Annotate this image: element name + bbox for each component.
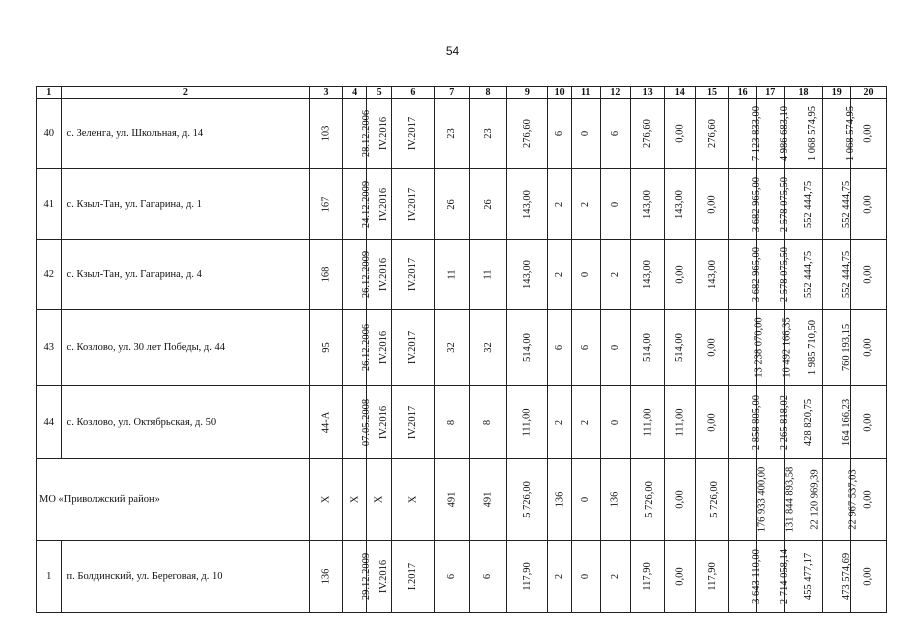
- header-cell: 2: [61, 87, 310, 99]
- value-cell: [823, 386, 851, 459]
- cell-value: 6: [446, 573, 458, 580]
- header-cell: 4: [342, 87, 367, 99]
- header-cell: 8: [469, 87, 507, 99]
- header-cell: 10: [548, 87, 572, 99]
- cell-value: 0: [580, 573, 592, 580]
- cell-value: 0: [580, 496, 592, 503]
- value-cell: [571, 99, 600, 169]
- value-cell: [310, 240, 343, 310]
- row-number: 43: [37, 310, 62, 386]
- value-cell: [729, 541, 763, 613]
- value-cell: [695, 541, 729, 613]
- header-cell: 9: [507, 87, 548, 99]
- cell-value: 23: [482, 128, 494, 139]
- cell-value: 22 120 969,39: [809, 469, 821, 530]
- cell-value: 168: [320, 266, 332, 283]
- value-cell: [729, 99, 763, 169]
- value-cell: [571, 310, 600, 386]
- header-cell: 17: [756, 87, 784, 99]
- cell-value: 5 726,00: [644, 481, 656, 518]
- value-cell: [342, 310, 372, 386]
- header-cell: 3: [310, 87, 343, 99]
- value-cell: [507, 459, 548, 541]
- table-row: [37, 169, 887, 240]
- header-cell: 5: [367, 87, 392, 99]
- cell-value: 167: [320, 196, 332, 212]
- cell-value: Х: [407, 495, 419, 504]
- cell-value: 0,00: [863, 412, 875, 432]
- value-cell: [469, 541, 507, 613]
- cell-value: 136: [320, 568, 332, 585]
- cell-value: 26: [482, 198, 494, 210]
- cell-value: 2: [554, 419, 566, 425]
- cell-value: 0,00: [863, 338, 875, 357]
- cell-value: 552 444,75: [841, 250, 853, 299]
- value-cell: [631, 310, 665, 386]
- cell-value: 10 492 166,35: [781, 317, 793, 378]
- value-cell: [823, 169, 851, 240]
- value-cell: [434, 541, 469, 613]
- cell-value: IV.2016: [378, 559, 390, 594]
- header-cell: 1: [37, 87, 62, 99]
- cell-value: 29.12.2009: [360, 552, 372, 601]
- cell-value: 455 477,17: [802, 552, 814, 601]
- cell-value: 3 682 965,00: [751, 176, 763, 232]
- cell-value: 760 193,15: [841, 323, 853, 372]
- cell-value: 473 574,69: [841, 552, 853, 601]
- cell-value: 22 967 537,03: [848, 469, 860, 530]
- value-cell: [851, 310, 887, 386]
- value-cell: [391, 459, 434, 541]
- cell-value: 136: [554, 491, 566, 508]
- value-cell: [507, 240, 548, 310]
- value-cell: [664, 541, 695, 613]
- cell-value: 8: [446, 419, 458, 425]
- value-cell: [600, 386, 631, 459]
- value-cell: [664, 310, 695, 386]
- cell-value: 0: [580, 130, 592, 137]
- value-cell: [548, 459, 572, 541]
- cell-value: 0,00: [863, 265, 875, 284]
- value-cell: [367, 459, 392, 541]
- value-cell: [729, 459, 768, 541]
- value-cell: [342, 99, 372, 169]
- cell-value: 5 726,00: [521, 481, 533, 518]
- value-cell: [507, 541, 548, 613]
- cell-value: 2: [580, 419, 592, 425]
- value-cell: [548, 386, 572, 459]
- cell-value: 07.05.2008: [360, 398, 372, 446]
- table-row: [37, 386, 887, 459]
- value-cell: [631, 99, 665, 169]
- cell-value: 0: [609, 201, 621, 207]
- cell-value: 552 444,75: [841, 180, 853, 228]
- cell-value: 1 985 710,50: [806, 319, 818, 376]
- cell-value: 0,00: [706, 412, 718, 432]
- cell-value: 11: [482, 269, 494, 280]
- cell-value: 2: [554, 271, 566, 278]
- cell-value: 5 726,00: [708, 481, 720, 518]
- value-cell: [507, 169, 548, 240]
- cell-value: 0: [609, 419, 621, 425]
- value-cell: [310, 99, 343, 169]
- value-cell: [695, 169, 729, 240]
- row-number: 42: [37, 240, 62, 310]
- cell-value: 0,00: [674, 124, 686, 143]
- row-number: 41: [37, 169, 62, 240]
- value-cell: [851, 169, 887, 240]
- value-cell: [631, 169, 665, 240]
- cell-value: 2: [554, 201, 566, 207]
- header-cell: 7: [434, 87, 469, 99]
- row-number: 44: [37, 386, 62, 459]
- cell-value: 26.12.2009: [360, 250, 372, 299]
- row-number: 40: [37, 99, 62, 169]
- cell-value: 6: [580, 344, 592, 351]
- cell-value: IV.2017: [407, 405, 419, 439]
- value-cell: [600, 541, 631, 613]
- value-cell: [823, 310, 851, 386]
- header-cell: 13: [631, 87, 665, 99]
- value-cell: [695, 310, 729, 386]
- summary-row: [37, 459, 887, 541]
- cell-value: 428 820,75: [802, 398, 814, 446]
- cell-value: 117,90: [642, 562, 654, 591]
- value-cell: [600, 459, 631, 541]
- cell-value: 111,00: [674, 407, 686, 437]
- cell-value: IV.2016: [378, 187, 390, 221]
- value-cell: [729, 169, 763, 240]
- cell-value: IV.2016: [378, 405, 390, 439]
- cell-value: 0,00: [706, 194, 718, 214]
- table-row: [37, 541, 887, 613]
- cell-value: 3 682 965,00: [751, 246, 763, 303]
- value-cell: [823, 459, 860, 541]
- cell-value: 552 444,75: [802, 250, 814, 299]
- cell-value: 176 933 400,00: [756, 466, 768, 533]
- cell-value: 514,00: [642, 333, 654, 362]
- value-cell: [664, 386, 695, 459]
- district-name: МО «Приволжский район»: [37, 459, 310, 541]
- address-cell: с. Зеленга, ул. Школьная, д. 14: [61, 99, 310, 169]
- value-cell: [600, 310, 631, 386]
- cell-value: 111,00: [521, 407, 533, 437]
- cell-value: 11: [446, 269, 458, 280]
- value-cell: [729, 310, 766, 386]
- value-cell: [469, 386, 507, 459]
- value-cell: [664, 240, 695, 310]
- cell-value: 164 166,23: [841, 398, 853, 446]
- cell-value: 4 986 683,10: [779, 105, 791, 162]
- header-cell: 20: [851, 87, 887, 99]
- cell-value: 7 123 833,00: [751, 105, 763, 162]
- cell-value: 2 714 058,14: [779, 548, 791, 605]
- value-cell: [631, 459, 665, 541]
- value-cell: [391, 310, 434, 386]
- cell-value: 117,90: [521, 562, 533, 591]
- header-cell: 14: [664, 87, 695, 99]
- value-cell: [342, 169, 372, 240]
- value-cell: [548, 240, 572, 310]
- cell-value: 143,00: [642, 189, 654, 219]
- value-cell: [851, 541, 887, 613]
- value-cell: [571, 169, 600, 240]
- value-cell: [664, 459, 695, 541]
- cell-value: 103: [320, 125, 332, 142]
- value-cell: [507, 310, 548, 386]
- value-cell: [469, 99, 507, 169]
- row-number: 1: [37, 541, 62, 613]
- cell-value: 32: [446, 342, 458, 353]
- cell-value: 0,00: [674, 265, 686, 284]
- value-cell: [310, 386, 343, 459]
- cell-value: 552 444,75: [802, 180, 814, 228]
- cell-value: IV.2017: [407, 116, 419, 151]
- cell-value: 32: [482, 342, 494, 353]
- value-cell: [548, 99, 572, 169]
- value-cell: [342, 459, 367, 541]
- cell-value: 514,00: [674, 333, 686, 362]
- value-cell: [342, 541, 372, 613]
- cell-value: IV.2016: [378, 330, 390, 365]
- value-cell: [823, 240, 851, 310]
- cell-value: 0,00: [674, 567, 686, 586]
- cell-value: 143,00: [674, 189, 686, 219]
- cell-value: 2: [609, 271, 621, 278]
- cell-value: 6: [482, 573, 494, 580]
- cell-value: 0,00: [863, 194, 875, 214]
- value-cell: [310, 310, 343, 386]
- cell-value: 143,00: [706, 260, 718, 289]
- header-cell: 11: [571, 87, 600, 99]
- cell-value: 491: [482, 491, 494, 508]
- cell-value: 2 265 818,02: [779, 394, 791, 450]
- cell-value: IV.2016: [378, 257, 390, 292]
- header-cell: 15: [695, 87, 729, 99]
- cell-value: 0,00: [863, 124, 875, 143]
- address-cell: п. Болдинский, ул. Береговая, д. 10: [61, 541, 310, 613]
- cell-value: 2: [609, 573, 621, 580]
- value-cell: [391, 169, 434, 240]
- cell-value: 0: [609, 344, 621, 351]
- cell-value: IV.2016: [378, 116, 390, 151]
- value-cell: [469, 310, 507, 386]
- value-cell: [571, 386, 600, 459]
- cell-value: IV.2017: [407, 187, 419, 221]
- cell-value: Х: [373, 495, 385, 504]
- header-row: [37, 87, 887, 99]
- cell-value: 6: [609, 130, 621, 137]
- cell-value: 8: [482, 419, 494, 425]
- table-row: [37, 240, 887, 310]
- cell-value: 23: [446, 128, 458, 139]
- value-cell: [851, 386, 887, 459]
- value-cell: [310, 541, 343, 613]
- header-cell: 18: [784, 87, 823, 99]
- value-cell: [664, 169, 695, 240]
- value-cell: [631, 541, 665, 613]
- value-cell: [391, 99, 434, 169]
- cell-value: 276,60: [521, 119, 533, 148]
- cell-value: 143,00: [521, 189, 533, 219]
- cell-value: 6: [554, 344, 566, 351]
- cell-value: Х: [349, 495, 361, 504]
- value-cell: [631, 240, 665, 310]
- value-cell: [695, 99, 729, 169]
- value-cell: [548, 169, 572, 240]
- value-cell: [310, 459, 343, 541]
- cell-value: 143,00: [521, 260, 533, 289]
- cell-value: 3 643 110,00: [751, 549, 763, 604]
- value-cell: [391, 541, 434, 613]
- cell-value: 0,00: [674, 490, 686, 509]
- value-cell: [571, 240, 600, 310]
- cell-value: 95: [320, 342, 332, 353]
- value-cell: [695, 386, 729, 459]
- cell-value: IV.2017: [407, 330, 419, 365]
- header-cell: 19: [823, 87, 851, 99]
- value-cell: [664, 99, 695, 169]
- value-cell: [695, 459, 729, 541]
- value-cell: [729, 386, 763, 459]
- header-cell: 6: [391, 87, 434, 99]
- value-cell: [469, 169, 507, 240]
- cell-value: 2: [554, 573, 566, 580]
- address-cell: с. Кзыл-Тан, ул. Гагарина, д. 1: [61, 169, 310, 240]
- cell-value: 44-А: [320, 411, 332, 433]
- cell-value: 2 578 075,50: [779, 176, 791, 232]
- cell-value: 131 844 893,58: [784, 466, 796, 533]
- value-cell: [434, 310, 469, 386]
- value-cell: [342, 386, 372, 459]
- cell-value: 514,00: [521, 333, 533, 362]
- cell-value: 2: [580, 201, 592, 207]
- value-cell: [600, 169, 631, 240]
- address-cell: с. Козлово, ул. 30 лет Победы, д. 44: [61, 310, 310, 386]
- value-cell: [695, 240, 729, 310]
- value-cell: [310, 169, 343, 240]
- value-cell: [507, 99, 548, 169]
- value-cell: [548, 310, 572, 386]
- cell-value: 26: [446, 198, 458, 210]
- value-cell: [851, 240, 887, 310]
- header-cell: 12: [600, 87, 631, 99]
- cell-value: 0,00: [863, 490, 875, 509]
- address-cell: с. Козлово, ул. Октябрьская, д. 50: [61, 386, 310, 459]
- page-number: 54: [445, 44, 460, 58]
- cell-value: 13 238 070,00: [754, 317, 766, 378]
- value-cell: [571, 459, 600, 541]
- cell-value: IV.2017: [407, 257, 419, 292]
- cell-value: 117,90: [706, 562, 718, 591]
- value-cell: [507, 386, 548, 459]
- value-cell: [729, 240, 763, 310]
- cell-value: 2 858 805,00: [751, 394, 763, 450]
- value-cell: [631, 386, 665, 459]
- cell-value: 2 578 075,50: [779, 246, 791, 303]
- cell-value: 0,00: [863, 567, 875, 586]
- cell-value: 1 068 574,95: [806, 105, 818, 162]
- table-row: [37, 99, 887, 169]
- value-cell: [548, 541, 572, 613]
- value-cell: [469, 459, 507, 541]
- cell-value: 0,00: [706, 338, 718, 357]
- value-cell: [823, 99, 857, 169]
- cell-value: 111,00: [642, 407, 654, 437]
- value-cell: [391, 386, 434, 459]
- cell-value: 1 068 574,95: [845, 105, 857, 162]
- data-table: [36, 86, 887, 613]
- value-cell: [342, 240, 372, 310]
- value-cell: [571, 541, 600, 613]
- value-cell: [434, 99, 469, 169]
- cell-value: 24.12.2009: [360, 180, 372, 228]
- cell-value: 136: [609, 491, 621, 508]
- table-row: [37, 310, 887, 386]
- cell-value: 143,00: [642, 260, 654, 289]
- value-cell: [434, 386, 469, 459]
- cell-value: 28.12.2006: [360, 109, 372, 158]
- cell-value: 276,60: [642, 119, 654, 148]
- cell-value: 26.12.2006: [360, 323, 372, 372]
- value-cell: [434, 240, 469, 310]
- cell-value: 276,60: [706, 119, 718, 148]
- value-cell: [600, 240, 631, 310]
- cell-value: 0: [580, 271, 592, 278]
- value-cell: [469, 240, 507, 310]
- header-cell: 16: [729, 87, 757, 99]
- cell-value: Х: [320, 495, 332, 504]
- cell-value: I.2017: [407, 562, 419, 591]
- address-cell: с. Кзыл-Тан, ул. Гагарина, д. 4: [61, 240, 310, 310]
- cell-value: 6: [554, 130, 566, 137]
- value-cell: [391, 240, 434, 310]
- value-cell: [823, 541, 851, 613]
- value-cell: [600, 99, 631, 169]
- value-cell: [434, 169, 469, 240]
- value-cell: [434, 459, 469, 541]
- cell-value: 491: [446, 491, 458, 508]
